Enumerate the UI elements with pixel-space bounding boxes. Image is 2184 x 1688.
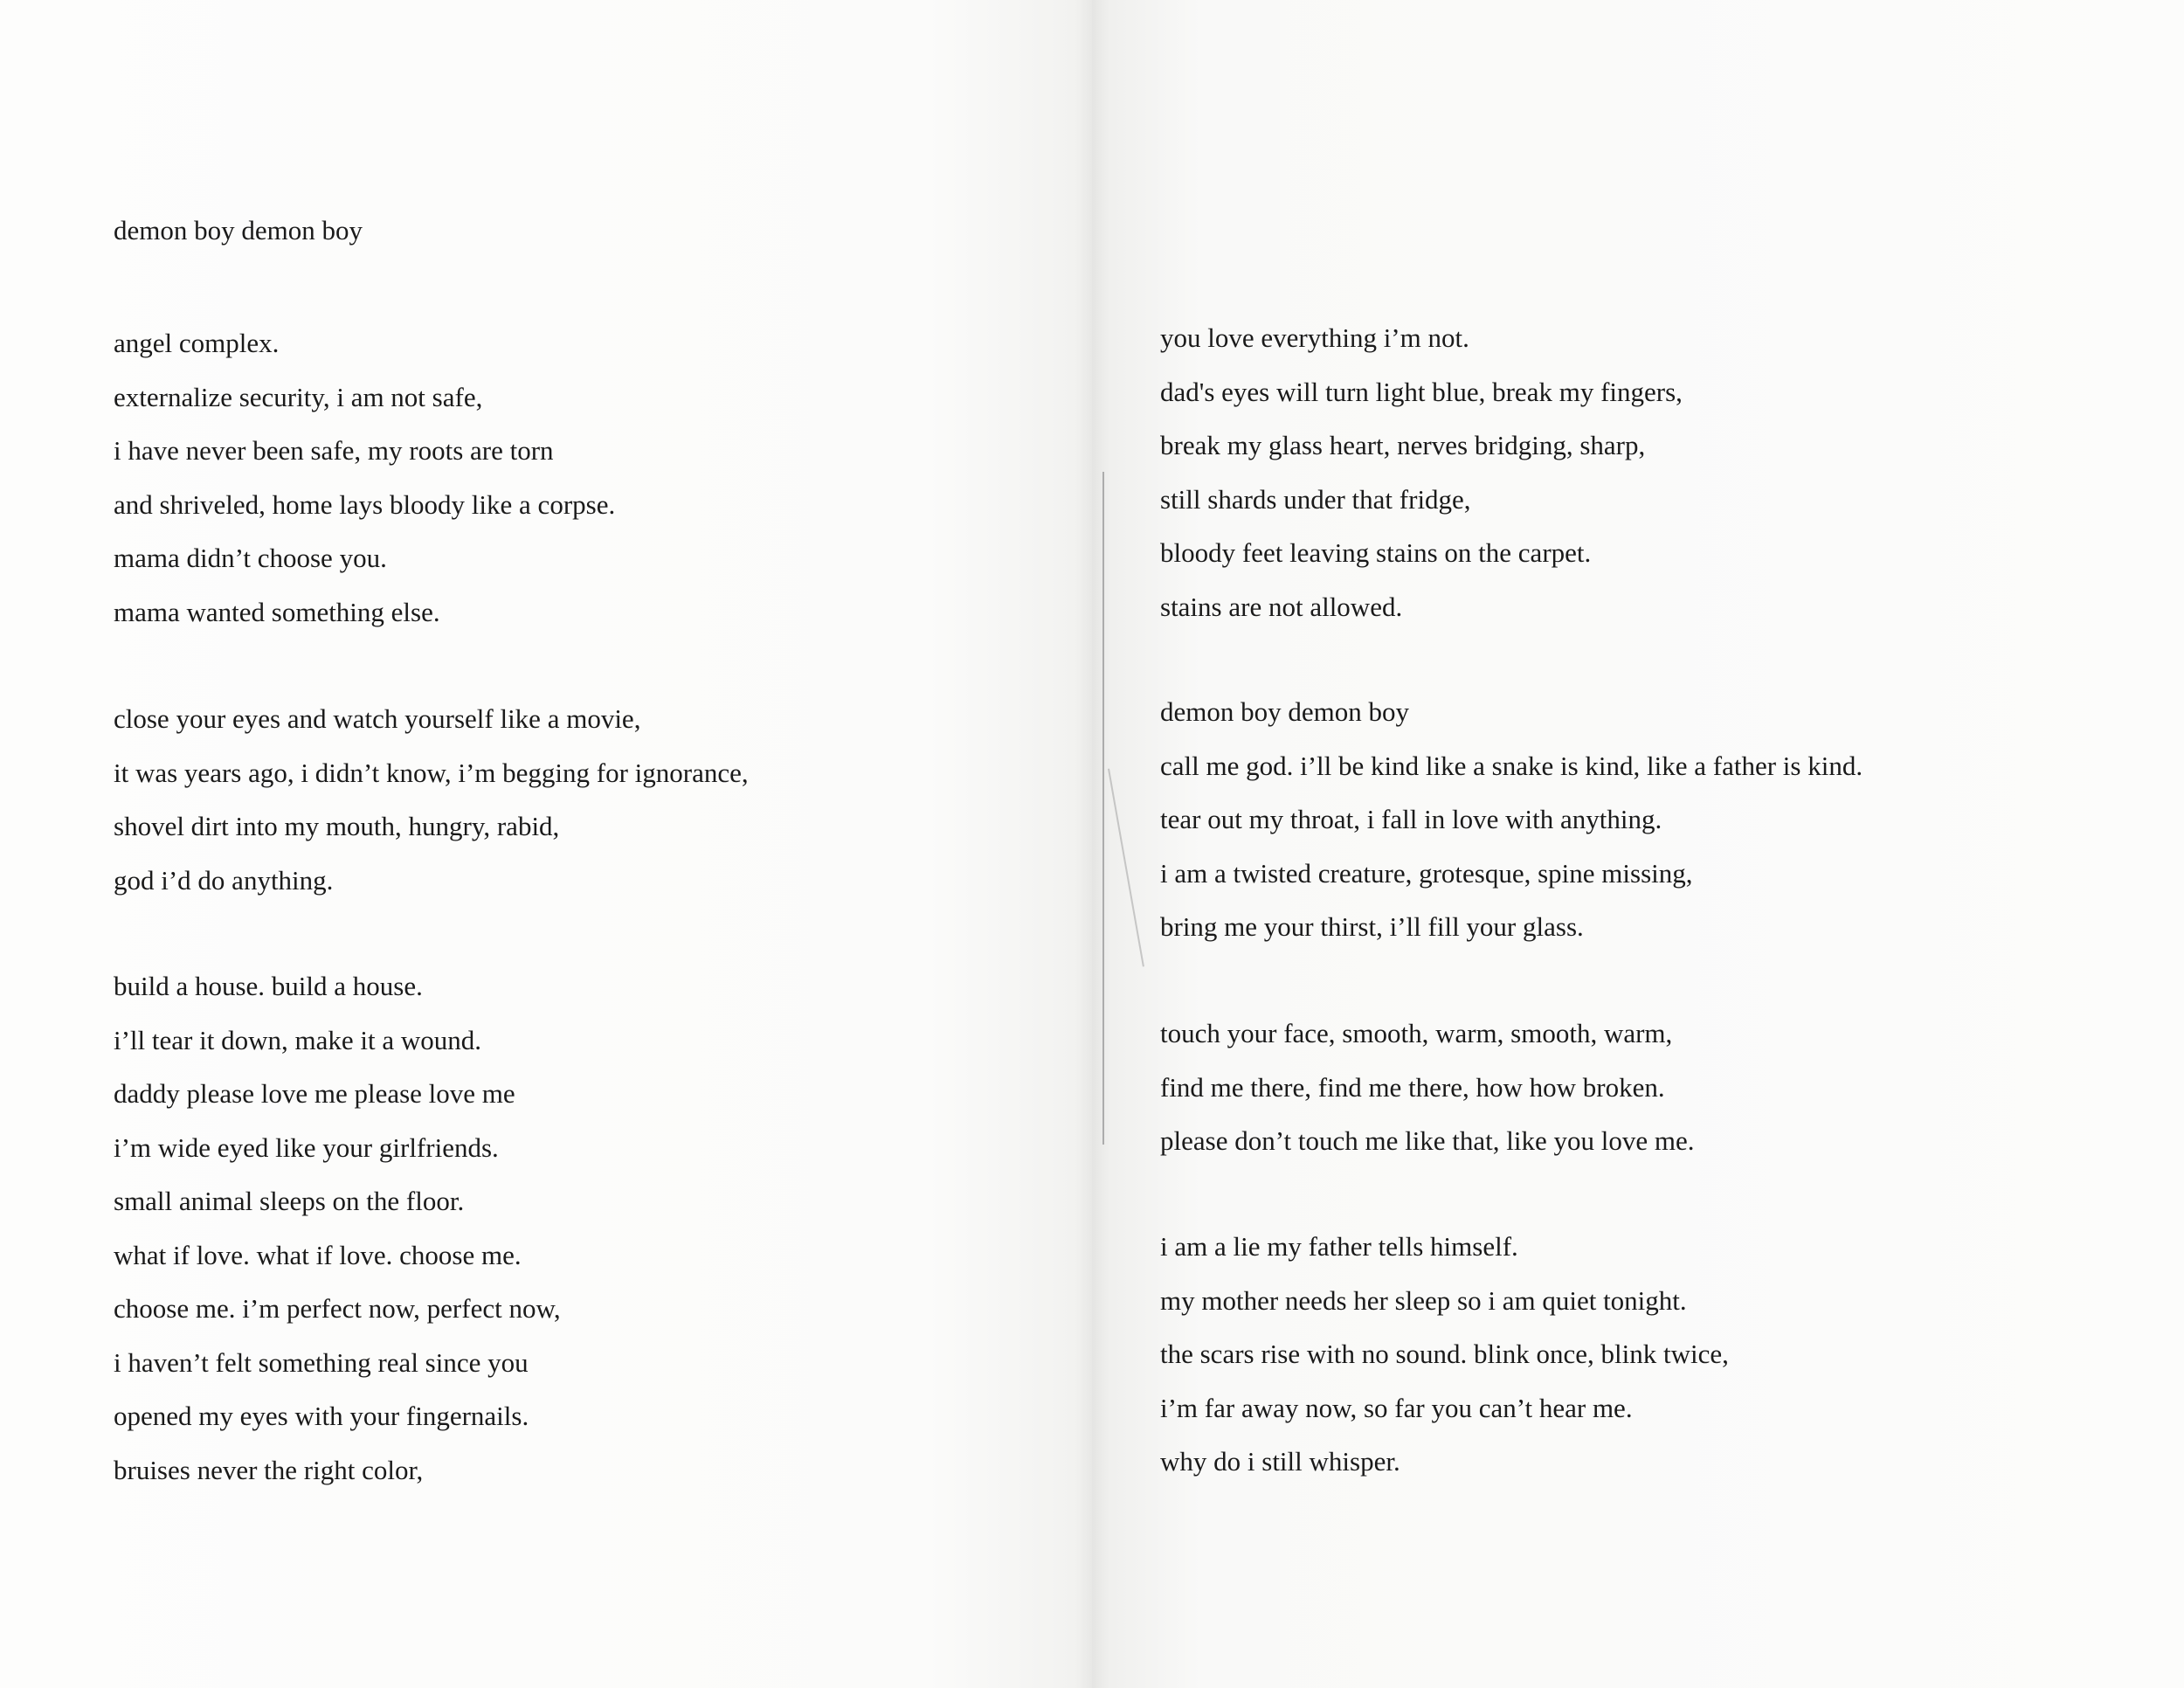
poem-line: please don’t touch me like that, like you love me.: [1160, 1125, 1695, 1156]
poem-line: god i’d do anything.: [114, 864, 334, 896]
poem-line: demon boy demon boy: [1160, 696, 1409, 727]
poem-line: i haven’t felt something real since you: [114, 1346, 529, 1378]
book-gutter: [1075, 0, 1109, 1688]
poem-line: tear out my throat, i fall in love with anything.: [1160, 804, 1662, 834]
right-stanza-4: [1160, 1220, 1729, 1489]
poem-line: still shards under that fridge,: [1160, 483, 1471, 515]
poem-line: daddy please love me please love me: [114, 1078, 515, 1109]
poem-line: angel complex.: [114, 328, 280, 358]
poem-line: mama wanted something else.: [114, 596, 440, 627]
left-stanza-2: [114, 692, 749, 907]
poem-line: touch your face, smooth, warm, smooth, warm,: [1160, 1018, 1673, 1048]
poem-line: close your eyes and watch yourself like a movie,: [114, 703, 641, 734]
right-page: [1092, 0, 2184, 1688]
poem-line: find me there, find me there, how how broken.: [1160, 1071, 1665, 1103]
poem-line: the scars rise with no sound. blink once, blink twice,: [1160, 1339, 1729, 1369]
poem-line: i’m wide eyed like your girlfriends.: [114, 1131, 499, 1163]
poem-line: externalize security, i am not safe,: [114, 381, 483, 412]
poem-line: and shriveled, home lays bloody like a corpse.: [114, 488, 616, 520]
poem-line: i am a twisted creature, grotesque, spine missing,: [1160, 857, 1693, 889]
poem-line: my mother needs her sleep so i am quiet tonight.: [1160, 1284, 1687, 1316]
right-stanza-2: [1160, 685, 1863, 954]
poem-line: choose me. i’m perfect now, perfect now,: [114, 1293, 561, 1324]
poem-line: small animal sleeps on the floor.: [114, 1186, 465, 1216]
right-stanza-1: [1160, 311, 1683, 633]
poem-line: i’m far away now, so far you can’t hear me.: [1160, 1392, 1633, 1423]
poem-line: build a house. build a house.: [114, 971, 423, 1001]
left-stanza-3: [114, 959, 561, 1497]
poem-line: bruises never the right color,: [114, 1454, 424, 1485]
poem-title: demon boy demon boy: [114, 215, 363, 246]
poem-line: it was years ago, i didn’t know, i’m begging for ignorance,: [114, 757, 749, 788]
poem-line: shovel dirt into my mouth, hungry, rabid,: [114, 811, 560, 841]
poem-line: you love everything i’m not.: [1160, 322, 1469, 353]
poem-line: mama didn’t choose you.: [114, 543, 387, 573]
poem-line: why do i still whisper.: [1160, 1446, 1400, 1477]
poem-line: break my glass heart, nerves bridging, sharp,: [1160, 430, 1646, 460]
poem-line: bring me your thirst, i’ll fill your glass.: [1160, 911, 1584, 942]
poem-line: bloody feet leaving stains on the carpet.: [1160, 537, 1592, 568]
poem-line: opened my eyes with your fingernails.: [114, 1401, 529, 1431]
poem-line: what if love. what if love. choose me.: [114, 1239, 522, 1270]
poem-line: i’ll tear it down, make it a wound.: [114, 1024, 481, 1055]
left-stanza-1: [114, 316, 615, 639]
poem-line: call me god. i’ll be kind like a snake is kind, like a father is kind.: [1160, 750, 1863, 781]
poem-line: i have never been safe, my roots are torn: [114, 435, 554, 466]
poem-line: dad's eyes will turn light blue, break my fingers,: [1160, 376, 1683, 407]
paper-crease: [1102, 472, 1104, 1145]
right-stanza-3: [1160, 1007, 1695, 1168]
poem-line: stains are not allowed.: [1160, 591, 1403, 622]
poem-line: i am a lie my father tells himself.: [1160, 1231, 1518, 1262]
